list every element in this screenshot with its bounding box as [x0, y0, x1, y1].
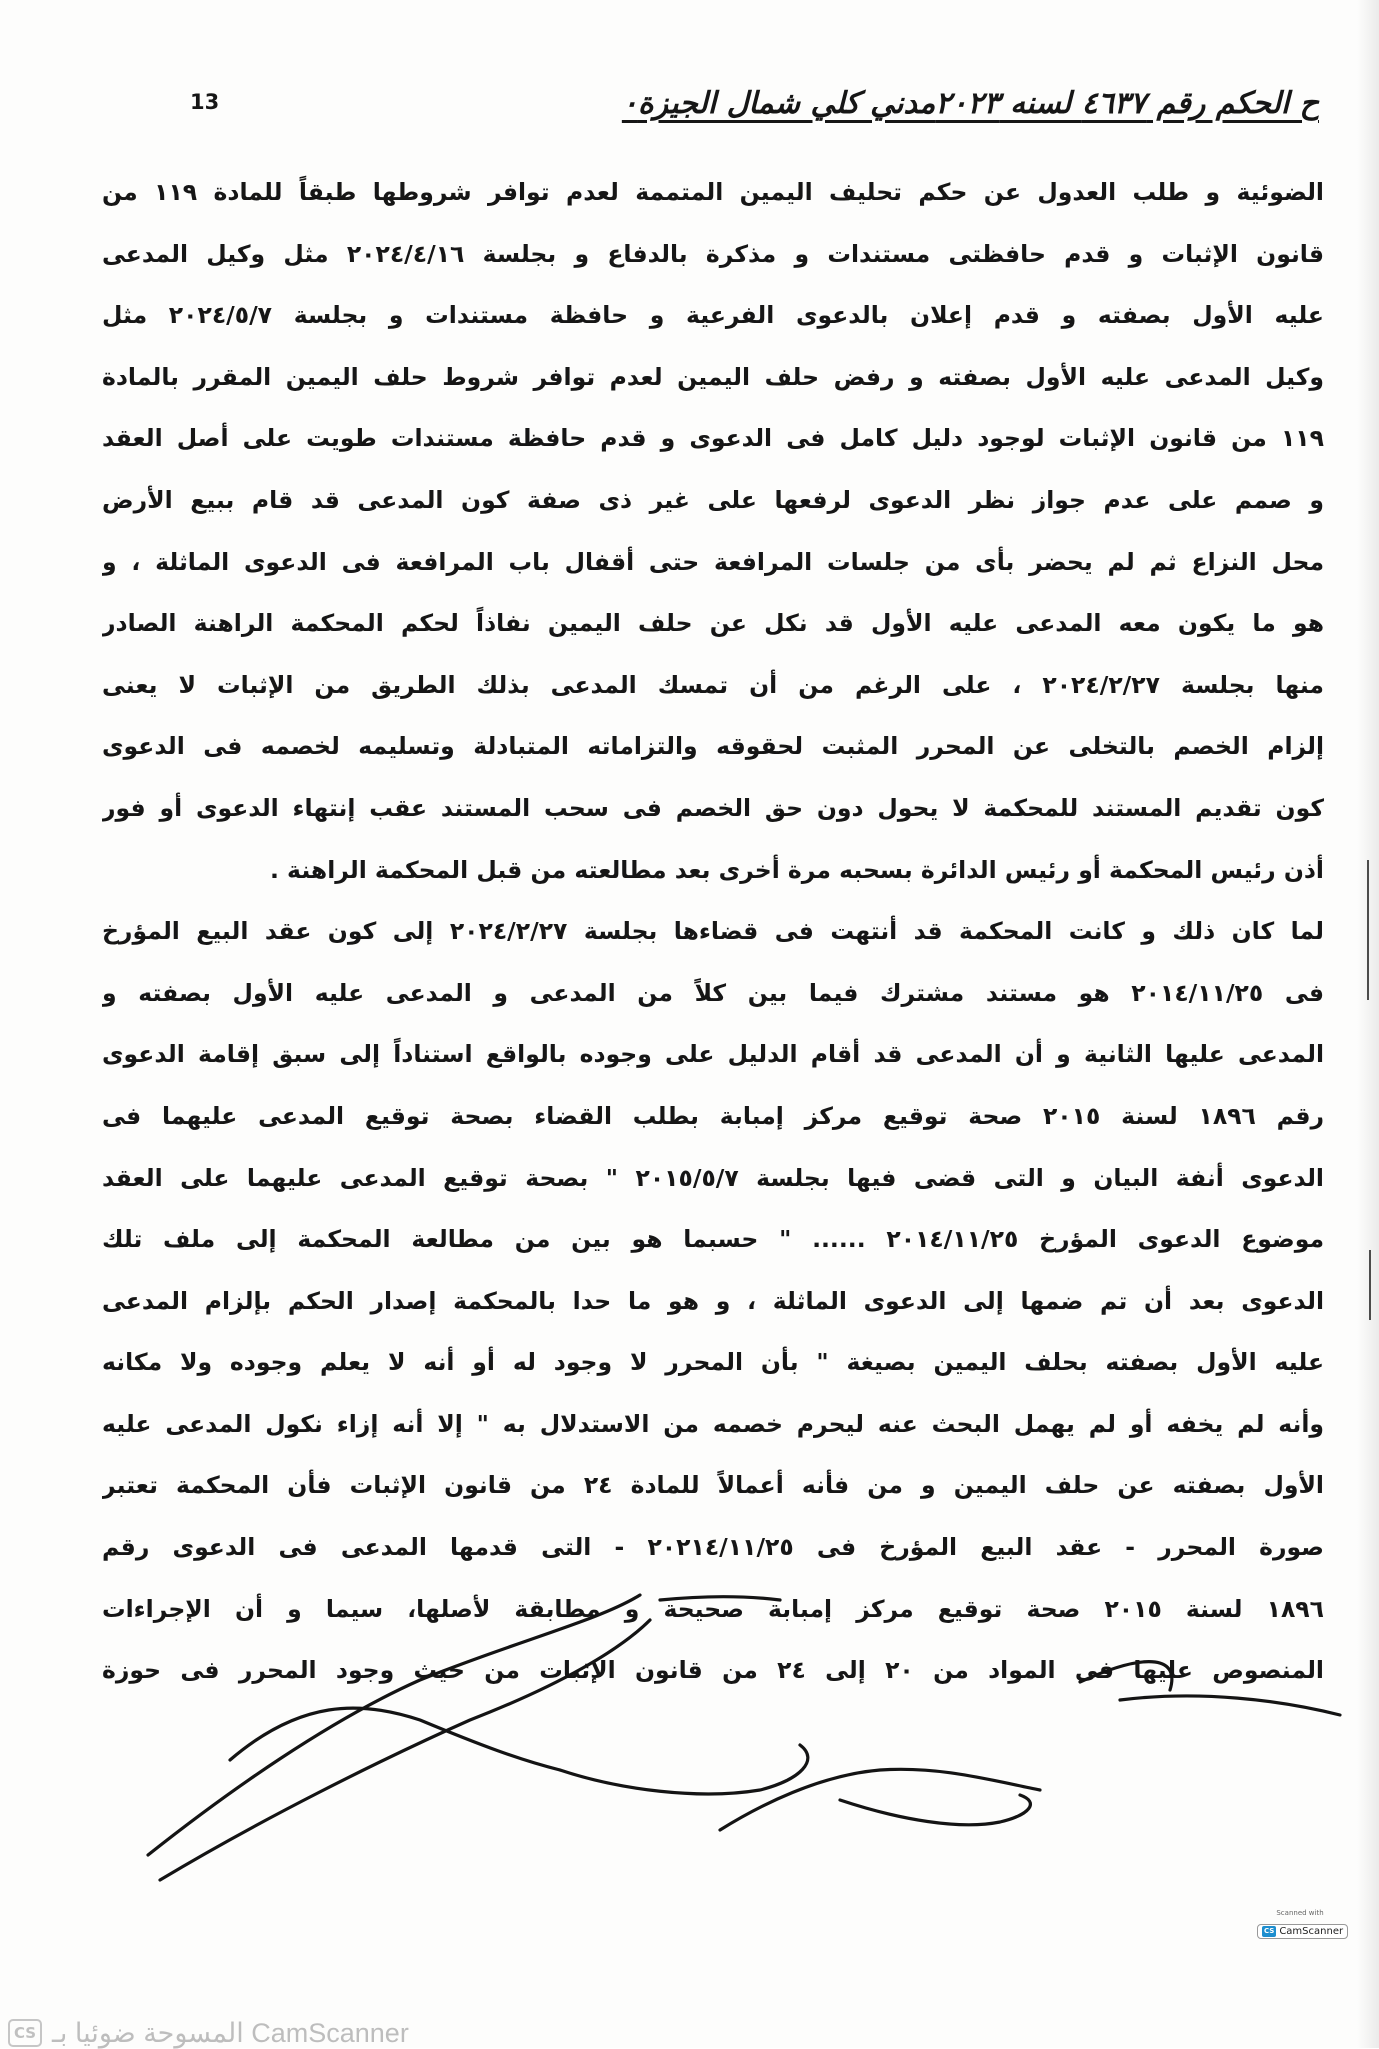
text-line: و صمم على عدم جواز نظر الدعوى لرفعها على غير ذى صفة كون المدعى قد قام ببيع الأرض: [102, 485, 1324, 514]
camscanner-watermark-text: المسوحة ضوئيا بـ CamScanner: [52, 2017, 409, 2048]
text-line: أذن رئيس المحكمة أو رئيس الدائرة بسحبه مرة أخرى بعد مطالعته من قبل المحكمة الراهنة .: [269, 855, 1324, 884]
camscanner-brand-text: CamScanner: [1279, 1926, 1344, 1937]
text-line: وكيل المدعى عليه الأول بصفته و رفض حلف اليمين لعدم توافر شروط حلف اليمين المقرر بالمادة: [102, 362, 1324, 391]
text-line: عليه الأول بصفته و قدم إعلان بالدعوى الفرعية و حافظة مستندات و بجلسة ٢٠٢٤/٥/٧ مثل: [102, 301, 1324, 330]
text-line: المنصوص عليها فى المواد من ٢٠ إلى ٢٤ من قانون الإثبات من حيث وجود المحرر فى حوزة: [102, 1656, 1324, 1685]
camscanner-brand: [1257, 1924, 1348, 1939]
scanned-with-caption: Scanned with: [1276, 1909, 1324, 1917]
text-line: وأنه لم يخفه أو لم يهمل البحث عنه ليحرم خصمه من الاستدلال به " إلا أنه إزاء نكول المدعى عليه: [102, 1409, 1324, 1438]
text-line: منها بجلسة ٢٠٢٤/٢/٢٧ ، على الرغم من أن تمسك المدعى بذلك الطريق من الإثبات لا يعنى: [102, 670, 1324, 699]
text-line: رقم ١٨٩٦ لسنة ٢٠١٥ صحة توقيع مركز إمبابة بطلب القضاء بصحة توقيع المدعى عليهما فى: [102, 1101, 1324, 1130]
camscanner-badge: [1257, 1908, 1343, 1942]
page-edge-shadow: [1357, 0, 1379, 2048]
text-line: عليه الأول بصفته بحلف اليمين بصيغة " بأن المحرر لا وجود له أو أنه لا يعلم وجوده ولا مكانه: [102, 1348, 1324, 1377]
text-line: الأول بصفته عن حلف اليمين و من فأنه أعمالاً للمادة ٢٤ من قانون الإثبات فأن المحكمة تعتبر: [102, 1471, 1324, 1500]
page-number: 13: [190, 90, 220, 114]
text-line: ١١٩ من قانون الإثبات لوجود دليل كامل فى الدعوى و قدم حافظة مستندات طويت على أصل العقد: [102, 424, 1324, 453]
text-line: قانون الإثبات و قدم حافظتى مستندات و مذكرة بالدفاع و بجلسة ٢٠٢٤/٤/١٦ مثل وكيل المدعى: [102, 239, 1324, 268]
text-line: لما كان ذلك و كانت المحكمة قد أنتهت فى قضاءها بجلسة ٢٠٢٤/٢/٢٧ إلى كون عقد البيع المؤرخ: [102, 917, 1324, 946]
camscanner-watermark-logo-icon: CS: [8, 2019, 42, 2047]
camscanner-watermark: [0, 2018, 608, 2048]
text-line: الدعوى بعد أن تم ضمها إلى الدعوى الماثلة ، و هو ما حدا بالمحكمة إصدار الحكم بإلزام المدعى: [102, 1286, 1324, 1315]
header-title: ح الحكم رقم ٤٦٣٧ لسنه ٢٠٢٣مدني كلي شمال الجيزة٠: [621, 86, 1319, 121]
text-line: الضوئية و طلب العدول عن حكم تحليف اليمين المتممة لعدم توافر شروطها طبقاً للمادة ١١٩ من: [102, 178, 1324, 206]
text-line: كون تقديم المستند للمحكمة لا يحول دون حق الخصم فى سحب المستند عقب إنتهاء الدعوى أو فور: [102, 793, 1324, 822]
page-header: [180, 86, 1319, 136]
body-text: [102, 162, 1324, 1702]
text-line: المدعى عليها الثانية و أن المدعى قد أقام الدليل على وجوده بالواقع استناداً إلى سبق إقامة الدعوى: [102, 1040, 1324, 1069]
text-line: صورة المحرر - عقد البيع المؤرخ فى ٢٠٢١٤/١١/٢٥ - التى قدمها المدعى فى الدعوى رقم: [102, 1533, 1324, 1562]
text-line: الدعوى أنفة البيان و التى قضى فيها بجلسة ٢٠١٥/٥/٧ " بصحة توقيع المدعى عليهما على العقد: [102, 1163, 1324, 1192]
text-line: محل النزاع ثم لم يحضر بأى من جلسات المرافعة حتى أقفال باب المرافعة فى الدعوى الماثلة ، و: [102, 547, 1324, 576]
text-line: موضوع الدعوى المؤرخ ٢٠١٤/١١/٢٥ ...... " حسبما هو بين من مطالعة المحكمة إلى ملف تلك: [102, 1225, 1324, 1254]
camscanner-logo-icon: CS: [1264, 1927, 1275, 1935]
text-line: فى ٢٠١٤/١١/٢٥ هو مستند مشترك فيما بين كلاً من المدعى و المدعى عليه الأول بصفته و: [102, 978, 1324, 1007]
text-line: إلزام الخصم بالتخلى عن المحرر المثبت لحقوقه والتزاماته المتبادلة وتسليمه لخصمه فى الدعوى: [102, 732, 1324, 761]
text-line: ١٨٩٦ لسنة ٢٠١٥ صحة توقيع مركز إمبابة صحيحة و مطابقة لأصلها، سيما و أن الإجراءات: [102, 1594, 1324, 1623]
text-line: هو ما يكون معه المدعى عليه الأول قد نكل عن حلف اليمين نفاذاً لحكم المحكمة الراهنة الصادر: [102, 609, 1324, 638]
